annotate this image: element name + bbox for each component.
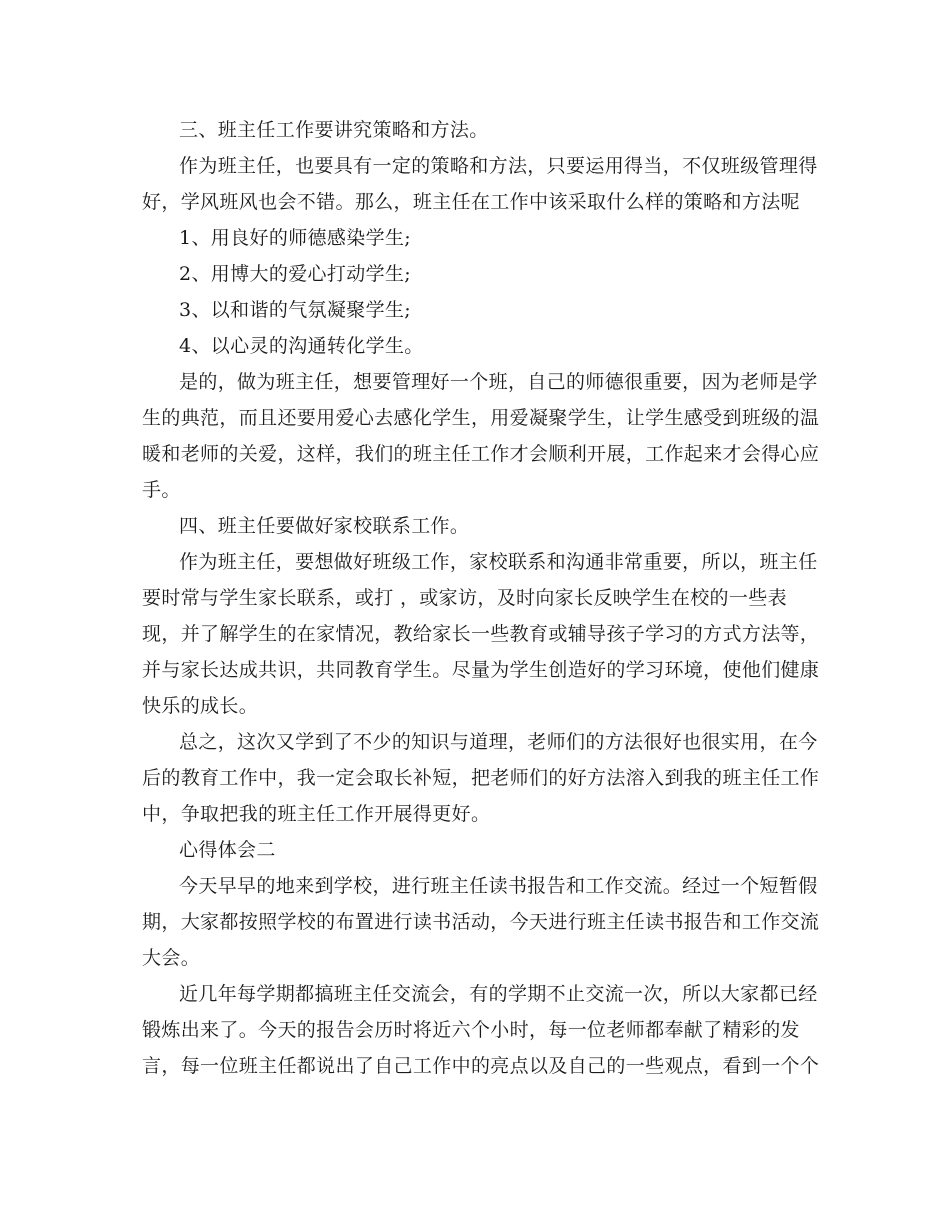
text-line: 锻炼出来了。今天的报告会历时将近六个小时，每一位老师都奉献了精彩的发 bbox=[142, 1019, 800, 1041]
document-body bbox=[142, 112, 820, 1084]
text-line: 并与家长达成共识，共同教育学生。尽量为学生创造好的学习环境，使他们健康 bbox=[142, 659, 820, 681]
paragraph bbox=[142, 868, 820, 976]
section-heading bbox=[142, 832, 798, 868]
text-line: 言，每一位班主任都说出了自己工作中的亮点以及自己的一些观点，看到一个个 bbox=[142, 1055, 820, 1077]
text-line: 作为班主任，也要具有一定的策略和方法，只要运用得当，不仅班级管理得 bbox=[179, 155, 818, 177]
text-line: 作为班主任，要想做好班级工作，家校联系和沟通非常重要，所以，班主任 bbox=[179, 551, 818, 573]
text-line: 四、班主任要做好家校联系工作。 bbox=[179, 515, 470, 537]
text-line: 生的典范，而且还要用爱心去感化学生，用爱凝聚学生，让学生感受到班级的温 bbox=[142, 407, 820, 429]
paragraph bbox=[142, 724, 820, 832]
list-item bbox=[142, 220, 798, 256]
text-line: 总之，这次又学到了不少的知识与道理，老师们的方法很好也很实用，在今 bbox=[179, 731, 818, 753]
text-line: 现，并了解学生的在家情况，教给家长一些教育或辅导孩子学习的方式方法等， bbox=[142, 623, 820, 645]
paragraph-heading-3 bbox=[142, 112, 798, 148]
text-line: 1、用良好的师德感染学生; bbox=[179, 227, 412, 249]
text-line: 好，学风班风也会不错。那么，班主任在工作中该采取什么样的策略和方法呢 bbox=[142, 191, 800, 213]
text-line: 4、以心灵的沟通转化学生。 bbox=[179, 335, 424, 357]
text-line: 3、以和谐的气氛凝聚学生; bbox=[179, 299, 412, 321]
paragraph bbox=[142, 544, 820, 724]
text-line: 是的，做为班主任，想要管理好一个班，自己的师德很重要，因为老师是学 bbox=[179, 371, 818, 393]
list-item bbox=[142, 292, 798, 328]
text-line: 暖和老师的关爱，这样，我们的班主任工作才会顺利开展，工作起来才会得心应 bbox=[142, 443, 820, 465]
text-line: 中，争取把我的班主任工作开展得更好。 bbox=[142, 803, 491, 825]
paragraph bbox=[142, 148, 818, 220]
text-line: 快乐的成长。 bbox=[142, 695, 259, 717]
paragraph-heading-4 bbox=[142, 508, 798, 544]
text-line: 心得体会二 bbox=[179, 839, 276, 861]
text-line: 手。 bbox=[142, 479, 181, 501]
text-line: 2、用博大的爱心打动学生; bbox=[179, 263, 412, 285]
text-line: 今天早早的地来到学校，进行班主任读书报告和工作交流。经过一个短暂假 bbox=[179, 875, 818, 897]
text-line: 要时常与学生家长联系，或打 ，或家访，及时向家长反映学生在校的一些表 bbox=[142, 587, 787, 609]
list-item bbox=[142, 256, 798, 292]
list-item bbox=[142, 328, 798, 364]
text-line: 期，大家都按照学校的布置进行读书活动，今天进行班主任读书报告和工作交流 bbox=[142, 911, 820, 933]
text-line: 后的教育工作中，我一定会取长补短，把老师们的好方法溶入到我的班主任工作 bbox=[142, 767, 820, 789]
text-line: 三、班主任工作要讲究策略和方法。 bbox=[179, 119, 489, 141]
text-line: 近几年每学期都搞班主任交流会，有的学期不止交流一次，所以大家都已经 bbox=[179, 983, 818, 1005]
paragraph bbox=[142, 976, 820, 1084]
paragraph bbox=[142, 364, 820, 508]
text-line: 大会。 bbox=[142, 947, 201, 969]
